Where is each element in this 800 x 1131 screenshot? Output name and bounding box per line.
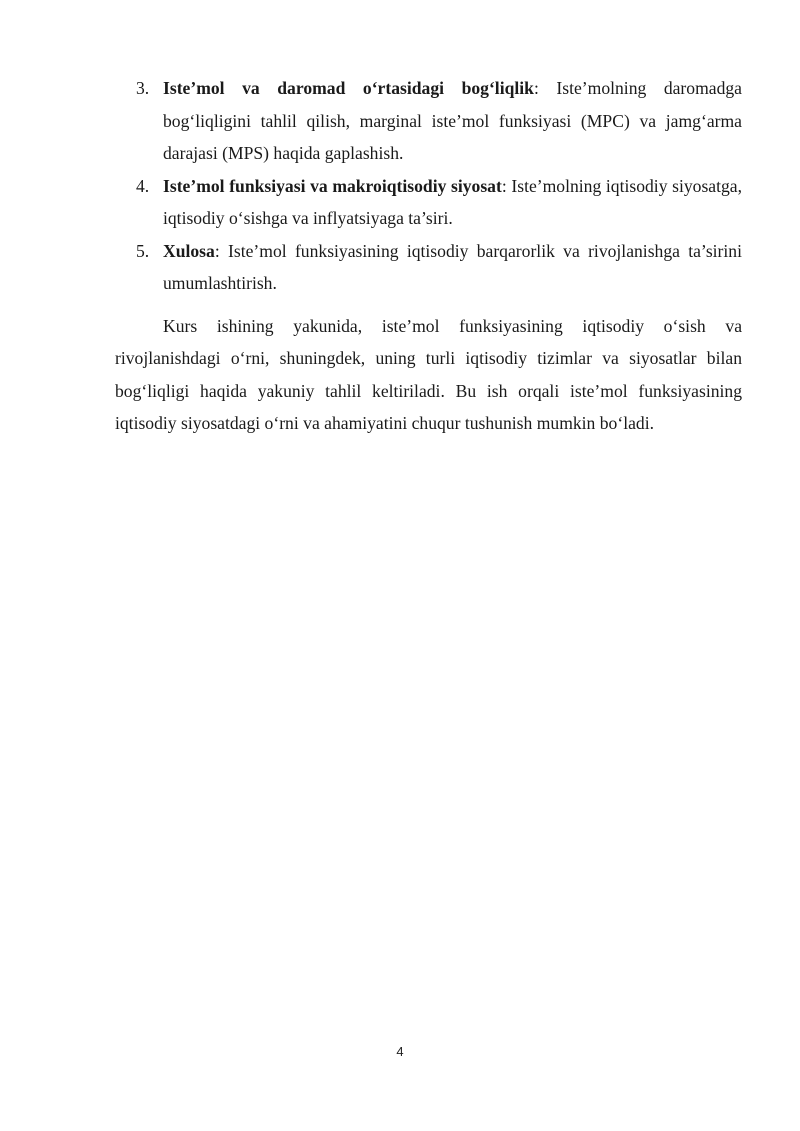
list-number: 3.	[136, 78, 150, 98]
list-term: Xulosa	[163, 240, 215, 261]
list-number: 4.	[136, 175, 150, 196]
conclusion-paragraph: Kurs ishining yakunida, iste’mol funksiyasining iqtisodiy o‘sish va rivojlanishdagi o‘rni, shuningdek, uning turli iqtisodiy tizimlar va siyosatlar bilan bog‘liqligi haqida yakuniy tahlil keltiriladi. Bu ish orqali iste’mol funksiyasining iqtisodiy siyosatdagi o‘rni va ahamiyatini chuqur tushunish mumkin bo‘ladi.	[115, 315, 742, 433]
page-content	[115, 72, 742, 457]
list-item-4	[115, 170, 742, 235]
page-number: 4	[396, 1044, 404, 1059]
list-text: : Iste’molning iqtisodiy siyosatga, iqtisodiy o‘sishga va inflyatsiyaga ta’siri.	[163, 175, 742, 228]
list-term: Iste’mol funksiyasi va makroiqtisodiy siyosat	[163, 175, 502, 196]
list-item-3	[115, 72, 742, 170]
list-number: 5.	[136, 240, 150, 261]
list-text: : Iste’molning daromadga bog‘liqligini tahlil qilish, marginal iste’mol funksiyasi (MPC) va jamg‘arma darajasi (MPS) haqida gaplashish.	[163, 78, 742, 163]
list-term: Iste’mol va daromad o‘rtasidagi bog‘liqlik	[163, 78, 534, 98]
list-text: : Iste’mol funksiyasining iqtisodiy barqarorlik va rivojlanishga ta’sirini umumlashtirish.	[163, 240, 742, 293]
list-item-5	[115, 235, 742, 300]
